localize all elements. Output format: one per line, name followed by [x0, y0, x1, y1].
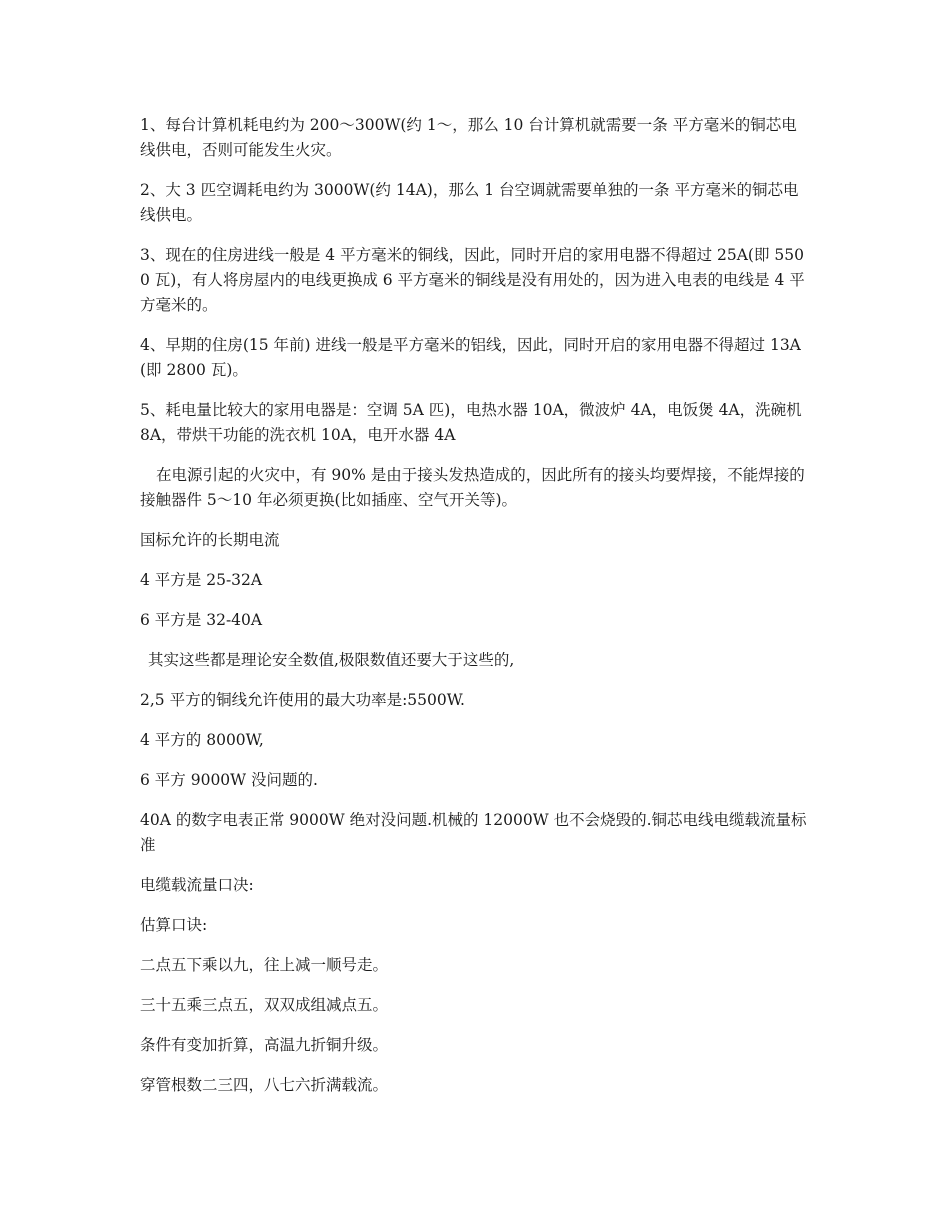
paragraph-item-2: 2、大 3 匹空调耗电约为 3000W(约 14A)，那么 1 台空调就需要单独的一条 平方毫米的铜芯电线供电。: [140, 181, 799, 224]
paragraph-item-4: 4、早期的住房(15 年前) 进线一般是平方毫米的铝线，因此，同时开启的家用电器不得超过 13A(即 2800 瓦)。: [140, 336, 801, 379]
paragraph-standard-heading: 国标允许的长期电流: [140, 531, 280, 549]
paragraph-4sq-current: 4 平方是 25-32A: [140, 571, 263, 589]
paragraph-safety-note: 其实这些都是理论安全数值,极限数值还要大于这些的,: [148, 651, 515, 669]
paragraph-meter-note: 40A 的数字电表正常 9000W 绝对没问题.机械的 12000W 也不会烧毁的.铜芯电线电缆载流量标准: [140, 811, 807, 854]
paragraph-item-3: 3、现在的住房进线一般是 4 平方毫米的铜线，因此，同时开启的家用电器不得超过 25A(即 5500 瓦)，有人将房屋内的电线更换成 6 平方毫米的铜线是没有用处的，因为进入电表的电线是 4 平方毫米的。: [140, 246, 805, 314]
document-body: [140, 113, 812, 1113]
paragraph-fire-note: 在电源引起的火灾中，有 90% 是由于接头发热造成的，因此所有的接头均要焊接，不能焊接的接触器件 5～10 年必须更换(比如插座、空气开关等)。: [140, 466, 805, 509]
paragraph-item-5: 5、耗电量比较大的家用电器是：空调 5A 匹)，电热水器 10A，微波炉 4A，电饭煲 4A，洗碗机 8A，带烘干功能的洗衣机 10A，电开水器 4A: [140, 401, 802, 444]
paragraph-6sq-power: 6 平方 9000W 没问题的.: [140, 771, 318, 789]
paragraph-rhyme-heading: 电缆载流量口决:: [140, 876, 254, 894]
paragraph-rhyme-line-1: 二点五下乘以九，往上减一顺号走。: [140, 956, 389, 974]
paragraph-6sq-current: 6 平方是 32-40A: [140, 611, 263, 629]
paragraph-rhyme-line-2: 三十五乘三点五，双双成组减点五。: [140, 996, 389, 1014]
paragraph-rhyme-line-4: 穿管根数二三四，八七六折满载流。: [140, 1076, 389, 1094]
paragraph-rhyme-line-3: 条件有变加折算，高温九折铜升级。: [140, 1036, 389, 1054]
paragraph-4sq-power: 4 平方的 8000W,: [140, 731, 264, 749]
paragraph-item-1: 1、每台计算机耗电约为 200～300W(约 1～，那么 10 台计算机就需要一条 平方毫米的铜芯电线供电，否则可能发生火灾。: [140, 116, 797, 159]
paragraph-estimate-heading: 估算口诀:: [140, 916, 208, 934]
paragraph-2-5sq-power: 2,5 平方的铜线允许使用的最大功率是:5500W.: [140, 691, 465, 709]
